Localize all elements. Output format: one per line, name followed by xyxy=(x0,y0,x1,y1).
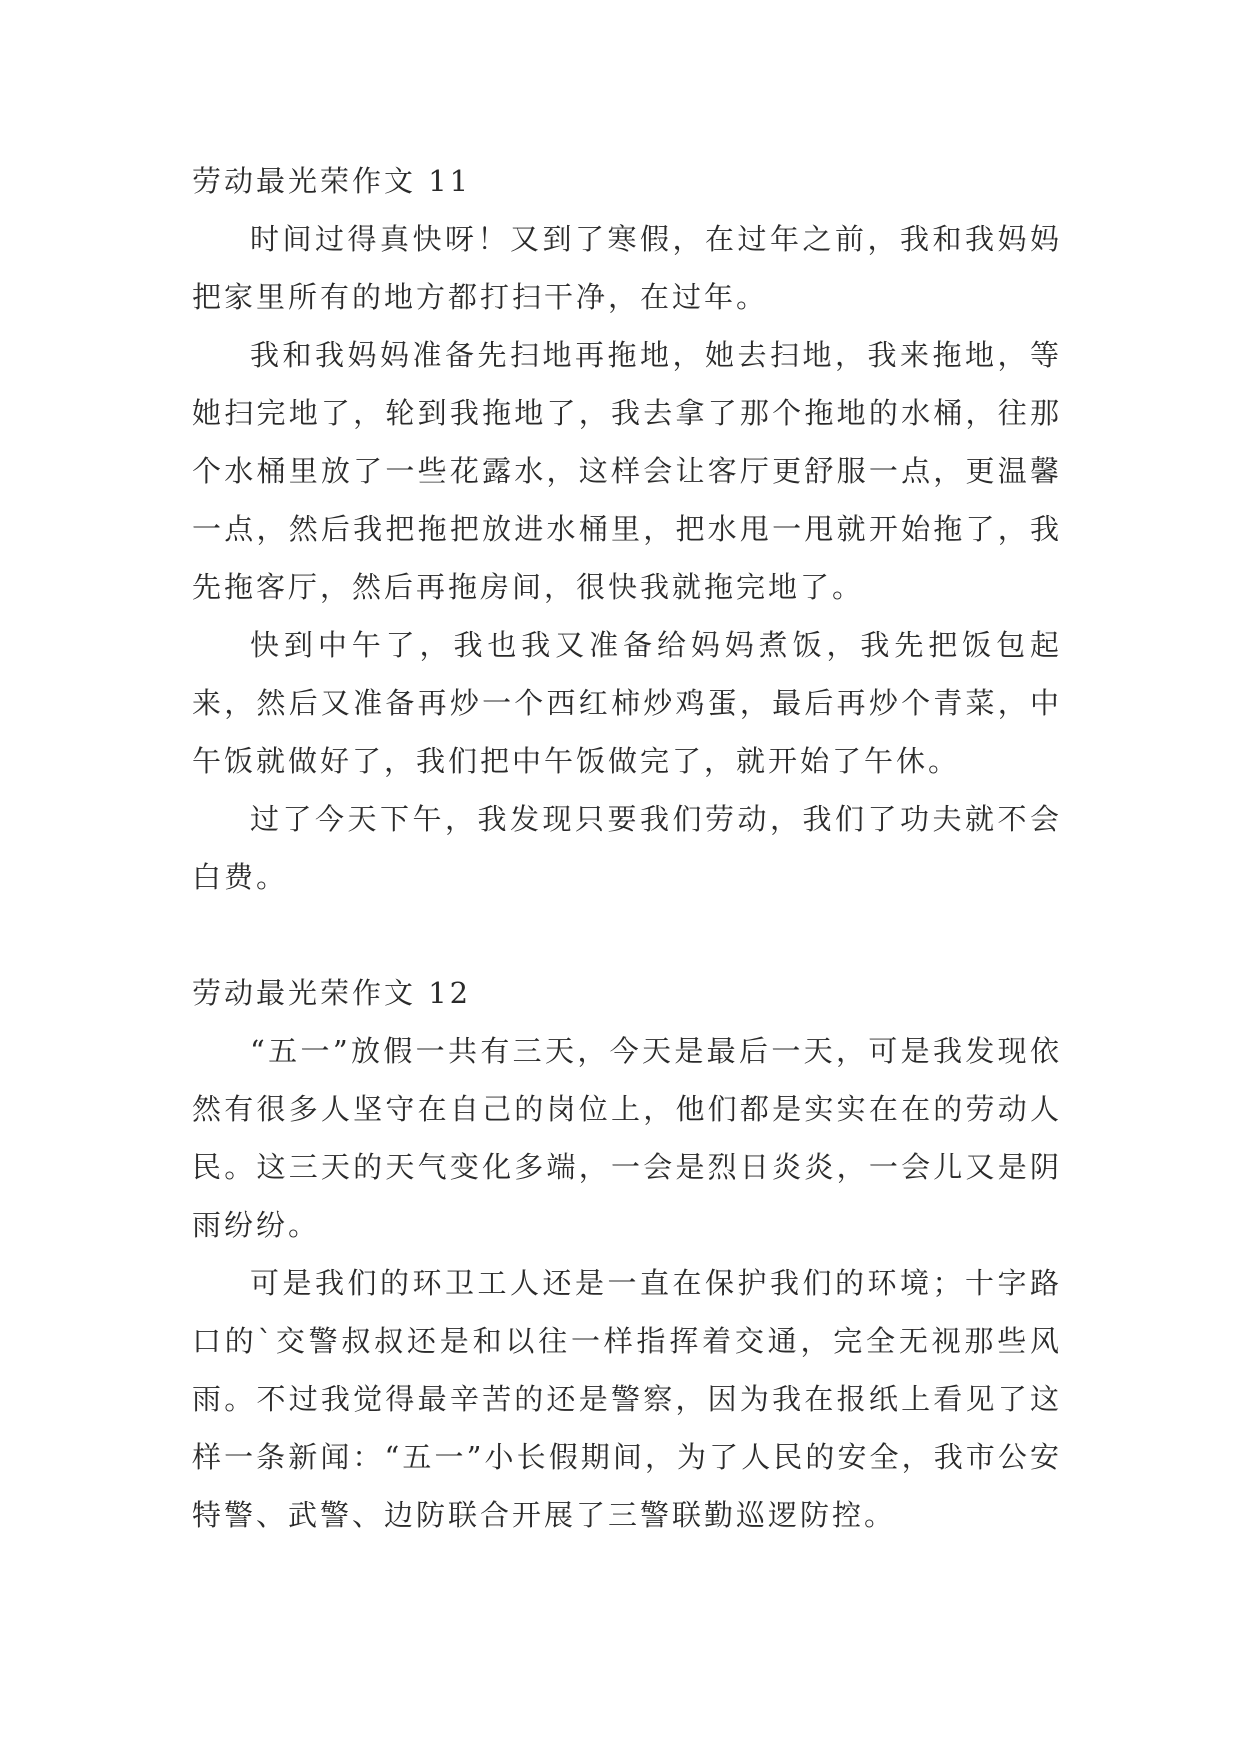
paragraph: “五一”放假一共有三天，今天是最后一天，可是我发现依然有很多人坚守在自己的岗位上，他们都是实实在在的劳动人民。这三天的天气变化多端，一会是烈日炎炎，一会儿又是阴雨纷纷。 xyxy=(192,1034,1062,1242)
essay-title: 劳动最光荣作文 12 xyxy=(192,976,472,1010)
paragraph: 可是我们的环卫工人还是一直在保护我们的环境；十字路口的`交警叔叔还是和以往一样指挥着交通，完全无视那些风雨。不过我觉得最辛苦的还是警察，因为我在报纸上看见了这样一条新闻：“五一”小长假期间，为了人民的安全，我市公安特警、武警、边防联合开展了三警联勤巡逻防控。 xyxy=(192,1266,1062,1532)
paragraph: 时间过得真快呀！又到了寒假，在过年之前，我和我妈妈把家里所有的地方都打扫干净，在过年。 xyxy=(192,222,1062,314)
section-spacer xyxy=(192,906,1062,964)
essay-title: 劳动最光荣作文 11 xyxy=(192,164,472,198)
essay-11 xyxy=(192,152,1062,906)
essay-12 xyxy=(192,964,1062,1544)
paragraph: 快到中午了，我也我又准备给妈妈煮饭，我先把饭包起来，然后又准备再炒一个西红柿炒鸡蛋，最后再炒个青菜，中午饭就做好了，我们把中午饭做完了，就开始了午休。 xyxy=(192,628,1062,778)
paragraph: 我和我妈妈准备先扫地再拖地，她去扫地，我来拖地，等她扫完地了，轮到我拖地了，我去拿了那个拖地的水桶，往那个水桶里放了一些花露水，这样会让客厅更舒服一点，更温馨一点，然后我把拖把放进水桶里，把水甩一甩就开始拖了，我先拖客厅，然后再拖房间，很快我就拖完地了。 xyxy=(192,338,1062,604)
document-body xyxy=(192,152,1062,1544)
paragraph: 过了今天下午，我发现只要我们劳动，我们了功夫就不会白费。 xyxy=(192,802,1062,894)
